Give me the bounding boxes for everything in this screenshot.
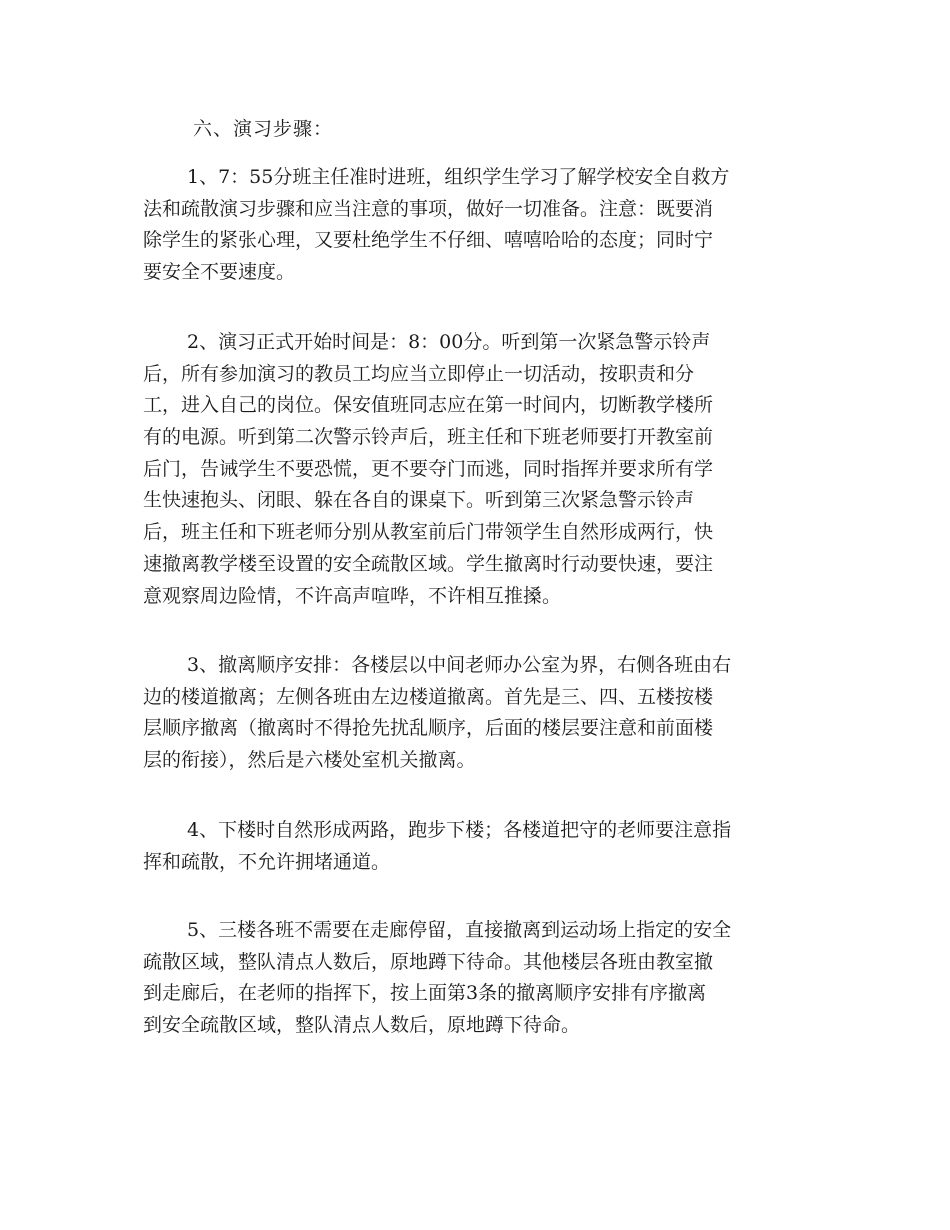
paragraph-line: 生快速抱头、闭眼、躲在各自的课桌下。听到第三次紧急警示铃声	[143, 489, 695, 512]
paragraph-line: 到走廊后，在老师的指挥下，按上面第3条的撤离顺序安排有序撤离	[143, 982, 707, 1005]
paragraph-line: 有的电源。听到第二次警示铃声后，班主任和下班老师要打开教室前	[143, 426, 714, 449]
paragraph-line: 3、撤离顺序安排：各楼层以中间老师办公室为界，右侧各班由右	[187, 654, 732, 676]
paragraph-line: 5、三楼各班不需要在走廊停留，直接撤离到运动场上指定的安全	[187, 919, 732, 941]
paragraph-line: 后门，告诫学生不要恐慌，更不要夺门而逃，同时指挥并要求所有学	[143, 457, 714, 480]
paragraph-line: 2、演习正式开始时间是：8：00分。听到第一次紧急警示铃声	[187, 331, 711, 353]
paragraph-step-5	[143, 915, 731, 1042]
paragraph-line: 疏散区域，整队清点人数后，原地蹲下待命。其他楼层各班由教室撤	[143, 950, 714, 973]
paragraph-step-3	[143, 650, 731, 777]
paragraph-step-1	[143, 162, 729, 289]
paragraph-line: 边的楼道撤离；左侧各班由左边楼道撤离。首先是三、四、五楼按楼	[143, 685, 714, 708]
paragraph-line: 4、下楼时自然形成两路，跑步下楼；各楼道把守的老师要注意指	[187, 819, 732, 841]
paragraph-line: 层的衔接），然后是六楼处室机关撤离。	[143, 749, 476, 772]
paragraph-line: 除学生的紧张心理，又要杜绝学生不仔细、嘻嘻哈哈的态度；同时宁	[143, 229, 714, 252]
paragraph-line: 后，班主任和下班老师分别从教室前后门带领学生自然形成两行，快	[143, 521, 714, 544]
paragraph-line: 法和疏散演习步骤和应当注意的事项，做好一切准备。注意：既要消	[143, 197, 714, 220]
paragraph-line: 要安全不要速度。	[143, 261, 296, 284]
paragraph-line: 到安全疏散区域，整队清点人数后，原地蹲下待命。	[143, 1014, 581, 1037]
section-heading: 六、演习步骤：	[193, 118, 334, 140]
paragraph-line: 后，所有参加演习的教员工均应当立即停止一切活动，按职责和分	[143, 362, 695, 385]
paragraph-line: 工，进入自己的岗位。保安值班同志应在第一时间内，切断教学楼所	[143, 394, 714, 417]
paragraph-step-2	[143, 327, 713, 612]
paragraph-line: 速撤离教学楼至设置的安全疏散区域。学生撤离时行动要快速，要注	[143, 552, 714, 575]
paragraph-line: 意观察周边险情，不许高声喧哗，不许相互推搡。	[143, 584, 562, 607]
paragraph-step-4	[143, 815, 731, 878]
paragraph-line: 层顺序撤离（撤离时不得抢先扰乱顺序，后面的楼层要注意和前面楼	[143, 717, 714, 740]
paragraph-line: 挥和疏散，不允许拥堵通道。	[143, 850, 391, 873]
paragraph-line: 1、7：55分班主任准时进班，组织学生学习了解学校安全自救方	[187, 166, 730, 188]
